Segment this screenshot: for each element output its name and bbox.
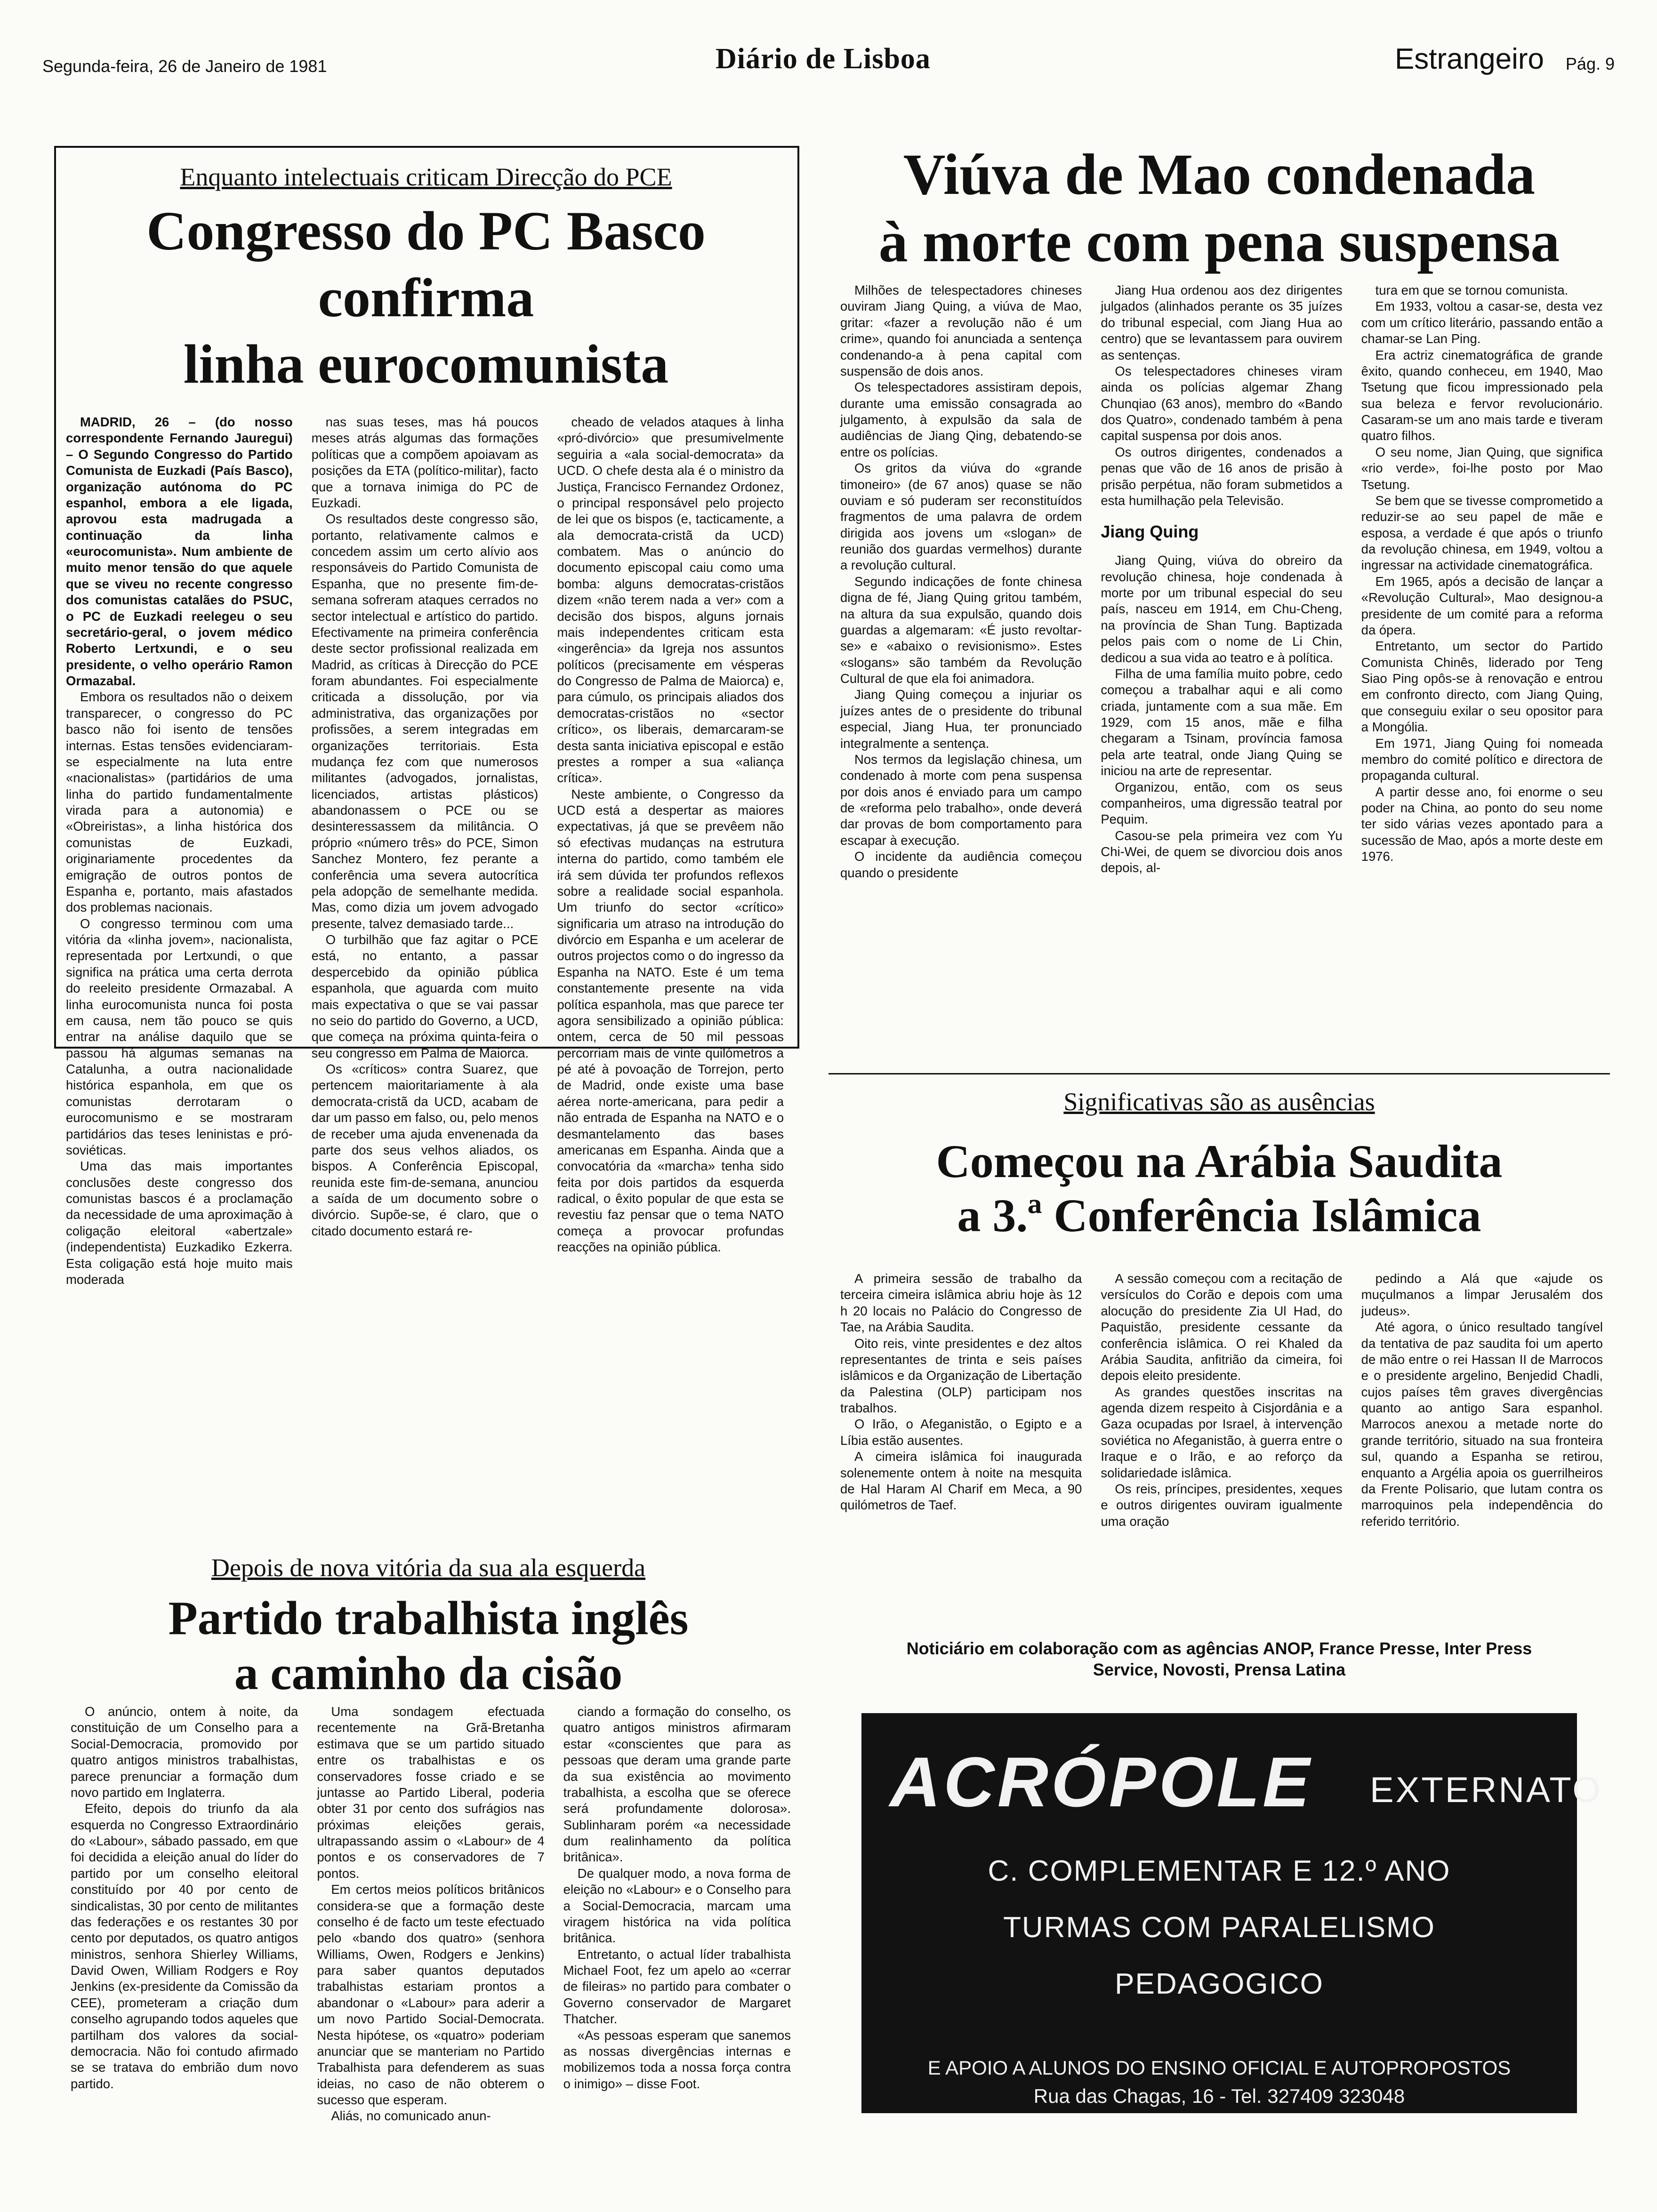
article-labour-headline [71, 1591, 786, 1701]
article-paragraph: Em 1971, Jiang Quing foi nomeada membro do comité político e directora de propaganda cultural. [1361, 736, 1603, 783]
agency-notice-line1: Noticiário em colaboração com as agências ANOP, France Presse, Inter Press [906, 1639, 1532, 1658]
article-paragraph: Embora os resultados não o deixem transparecer, o congresso do PC basco não foi isento de tensões internas. Estas tensões evidenciaram-se especialmente na luta entre «nacionalistas» (partidários de uma linha do partido fundamentalmente virada para a autonomia) e «Obreiristas», a linha histórica dos comunistas de Euzkadi, originariamente procedentes da emigração de outros pontos de Espanha e, portanto, mais afastados dos problemas nacionais. [66, 689, 293, 915]
article-paragraph: Os «críticos» contra Suarez, que pertencem maioritariamente à ala democrata-cristã da UCD, acabam de dar um passo em falso, ou, pelo menos de receber uma ajuda envenenada da parte dos seus velhos aliados, os bispos. A Conferência Episcopal, reunida este fim-de-semana, anunciou a saída de um documento sobre o divórcio. Supõe-se, é claro, que o citado documento estará re- [311, 1062, 539, 1238]
article-paragraph: Neste ambiente, o Congresso da UCD está a despertar as maiores expectativas, já que se prevêem não só efectivas mudanças na estrutura interna do partido, como também ele irá sem dúvida ter profundos reflexos sobre a realidade social espanhola. Um triunfo do sector «crítico» significaria um atraso na introdução do divórcio em Espanha e um acelerar de outros projectos como o do ingresso da Espanha na NATO. Este é um tema constantemente presente na vida política espanhola, mas que parece ter agora sensibilizado a opinião pública: ontem, cerca de 50 mil pessoas percorriam mais de vinte quilómetros a pé até à povoação de Torrejon, perto de Madrid, onde existe uma base aérea norte-americana, para pedir a não entrada de Espanha na NATO e o desmantelamento das bases americanas em Espanha. Ainda que a convocatória da «marcha» tenha sido feita por dois partidos da esquerda radical, o êxito popular de que esta se revestiu faz pensar que o tema NATO começa a provocar profundas reacções na opinião pública. [557, 786, 784, 1255]
article-paragraph: O congresso terminou com uma vitória da «linha jovem», nacionalista, representada por Lertxundi, o que significa na prática uma certa derrota do reeleito presidente Ormazabal. A linha eurocomunista nunca foi posta em causa, nem tão pouco se quis entrar na análise daquilo que se passou há algumas semanas na Catalunha, a outra nacionalidade histórica espanhola, em que os comunistas derrotaram o eurocomunismo e se mostraram partidários das teses leninistas e pró-soviéticas. [66, 916, 293, 1157]
article-basque-kicker: Enquanto intelectuais criticam Direcção do PCE [180, 163, 672, 191]
article-paragraph: Os resultados deste congresso são, portanto, relativamente calmos e concedem assim um certo alívio aos responsáveis do Partido Comunista de Espanha, que no presente fim-de-semana sofreram ataques cerrados no sector intelectual e artístico do partido. Efectivamente na primeira conferência deste sector profissional realizada em Madrid, as críticas à Direcção do PCE foram abundantes. Foi especialmente criticada a dissolução, por via administrativa, das organizações por profissões, a serem integradas em organizações territoriais. Esta mudança fez com que numerosos militantes (advogados, jornalistas, licenciados, artistas plásticos) abandonassem o PCE ou se desinteressassem da militância. O próprio «número três» do PCE, Simon Sanchez Montero, fez perante a conferência uma severa autocrítica pela adopção de semelhante medida. Mas, como dizia um jovem advogado presente, talvez demasiado tarde... [311, 512, 539, 931]
article-paragraph: Jiang Quing começou a injuriar os juízes antes de o presidente do tribunal especial, Jiang Hua, ter pronunciado integralmente a sentença. [840, 687, 1082, 751]
agency-notice-line2: Service, Novosti, Prensa Latina [1093, 1660, 1346, 1679]
article-paragraph: Aliás, no comunicado anun- [331, 2108, 491, 2124]
article-islamic-body [840, 1271, 1603, 1628]
article-paragraph: Os telespectadores chineses viram ainda os polícias algemar Zhang Chunqiao (63 anos), membro do «Bando dos Quatro», condenado também à pena capital suspensa por dois anos. [1101, 363, 1343, 443]
article-paragraph: As grandes questões inscritas na agenda dizem respeito à Cisjordânia e a Gaza ocupadas por Israel, à intervenção soviética no Afeganistão, à guerra entre o Iraque e o Irão, e ao reforço da solidariedade islâmica. [1101, 1384, 1343, 1480]
article-paragraph: A sessão começou com a recitação de versículos do Corão e depois com uma alocução do presidente Zia Ul Had, do Paquistão, presidente cessante da conferência islâmica. O rei Khaled da Arábia Saudita, anfitrião da cimeira, foi depois eleito presidente. [1101, 1271, 1343, 1383]
section-name: Estrangeiro [1394, 43, 1544, 75]
article-paragraph: Milhões de telespectadores chineses ouviram Jiang Quing, a viúva de Mao, gritar: «fazer a revolução não é um crime», quando foi anunciada a sentença condenando-a à pena capital com suspensão de dois anos. [840, 283, 1082, 378]
article-mao-headline [828, 141, 1610, 275]
article-paragraph: Jiang Hua ordenou aos dez dirigentes julgados (alinhados perante os 35 juízes do tribunal especial, com Jiang Hua ao centro) que se levantassem para ouvirem as sentenças. [1101, 283, 1343, 362]
ad-line: E APOIO A ALUNOS DO ENSINO OFICIAL E AUTOPROPOSTOS [927, 2057, 1511, 2079]
section-divider [828, 1073, 1610, 1074]
article-paragraph: cheado de velados ataques à linha «pró-divórcio» que presumivelmente seguiria a «ala social-democrata» da UCD. O chefe desta ala é o ministro da Justiça, Francisco Fernandez Ordonez, o principal responsável pelo projecto de lei que os bispos (e, tacticamente, a ala democrata-cristã da UCD) combatem. Mas o anúncio do documento episcopal caiu como uma bomba: alguns democratas-cristãos dizem «não terem nada a ver» com a decisão dos bispos, alguns jornais mais independentes criticam esta «ingerência» da Igreja nos assuntos políticos (precisamente em vésperas do Congresso de Palma de Maiorca) e, para cúmulo, os principais aliados dos democratas-cristãos no «sector crítico», os liberais, demarcaram-se desta santa iniciativa episcopal e estão prestes a romper a sua «aliança crítica». [557, 415, 784, 785]
article-mao-col1 [840, 282, 1082, 1054]
article-paragraph: Organizou, então, com os seus companheiros, uma digressão teatral por Pequim. [1101, 779, 1343, 827]
article-labour-col1 [71, 1704, 298, 2174]
article-labour-kicker: Depois de nova vitória da sua ala esquerda [211, 1554, 646, 1582]
article-paragraph: tura em que se tornou comunista. [1375, 283, 1569, 297]
article-basque-col2 [311, 414, 539, 1238]
article-basque-headline-line2: confirma [318, 266, 534, 329]
article-islamic-col1 [840, 1271, 1082, 1628]
article-paragraph: Filha de uma família muito pobre, cedo começou a trabalhar aqui e ali como criada, juntamente com a sua mãe. Em 1929, com 15 anos, mãe e filha chegaram a Tsinam, província famosa pela arte teatral, onde Jiang Quing se iniciou na arte de representar. [1101, 666, 1343, 778]
article-islamic-kicker: Significativas são as ausências [1063, 1088, 1375, 1116]
ad-address: Rua das Chagas, 16 - Tel. 327409 323048 [1033, 2085, 1405, 2107]
article-paragraph: De qualquer modo, a nova forma de eleição no «Labour» e o Conselho para a Social-Democracia, marcam uma viragem histórica na vida política britânica. [563, 1866, 791, 1946]
article-labour-body [71, 1704, 791, 2174]
article-paragraph: O Irão, o Afeganistão, o Egipto e a Líbia estão ausentes. [840, 1417, 1082, 1448]
ad-title: ACRÓPOLE [890, 1742, 1313, 1821]
article-paragraph: Até agora, o único resultado tangível da tentativa de paz saudita foi um aperto de mão entre o rei Hassan II de Marrocos e o presidente argelino, Benjedid Chadli, cujos países têm graves divergências quanto ao antigo Sara espanhol. Marrocos anexou a metade norte do grande território, situado na sua fronteira sul, quando a Espanha se retirou, enquanto a Argélia apoia os guerrilheiros da Frente Polisario, que lutam contra os marroquinos pela independência do referido território. [1361, 1320, 1603, 1529]
article-basque-col1 [66, 414, 293, 1287]
article-paragraph: Os outros dirigentes, condenados a penas que vão de 16 anos de prisão à prisão perpétua, não foram submetidos a esta humilhação pela Televisão. [1101, 444, 1343, 508]
article-paragraph: Os telespectadores assistiram depois, durante uma emissão consagrada ao julgamento, à expulsão da sala de audiências de Jiang Qing, debatendo-se entre os polícias. [840, 380, 1082, 459]
article-paragraph: Uma sondagem efectuada recentemente na Grã-Bretanha estimava que se um partido situado entre os trabalhistas e os conservadores fosse criado e se juntasse ao Partido Liberal, poderia obter 31 por cento dos sufrágios nas próximas eleições gerais, ultrapassando assim o «Labour» de 4 pontos e os conservadores de 7 pontos. [317, 1704, 545, 1881]
article-paragraph: A cimeira islâmica foi inaugurada solenemente ontem à noite na mesquita de Hal Haram Al Charif em Meca, a 90 quilómetros de Taef. [840, 1449, 1082, 1513]
acropole-advertisement [861, 1713, 1602, 2113]
article-paragraph: A partir desse ano, foi enorme o seu poder na China, ao ponto do seu nome ter sido várias vezes apontado para a sucessão de Mao, após a morte deste em 1976. [1361, 784, 1603, 864]
article-paragraph: Em 1933, voltou a casar-se, desta vez com um crítico literário, passando então a chamar-se Lan Ping. [1361, 299, 1603, 346]
article-paragraph: Se bem que se tivesse comprometido a reduzir-se ao seu papel de mãe e esposa, a verdade é que após o triunfo da revolução chinesa, em 1949, voltou a ingressar na actividade cinematográfica. [1361, 493, 1603, 573]
page-header [42, 28, 1615, 80]
article-labour-headline-line1: Partido trabalhista inglês [168, 1592, 689, 1645]
article-paragraph: O incidente da audiência começou quando o presidente [840, 849, 1082, 880]
article-paragraph: nas suas teses, mas há poucos meses atrás algumas das formações políticas que a compõem apoiavam as posições da ETA (político-militar), facto que a tornava inimiga do PC de Euzkadi. [311, 415, 539, 510]
article-paragraph: Segundo indicações de fonte chinesa digna de fé, Jiang Quing gritou também, na altura da sua expulsão, quando dois guardas a algemaram: «É justo revoltar-se» e «abaixo o revisionismo». Estes «slogans» são também da Revolução Cultural de que ela foi animadora. [840, 574, 1082, 686]
article-paragraph: pedindo a Alá que «ajude os muçulmanos a limpar Jerusalém dos judeus». [1361, 1271, 1603, 1318]
article-paragraph: ciando a formação do conselho, os quatro antigos ministros afirmaram estar «conscientes que para as pessoas que deram uma grande parte da sua existência ao movimento trabalhista, a escolha que se oferece será profundamente dolorosa». Sublinharam porém «a necessidade dum realinhamento da política britânica». [563, 1704, 791, 1865]
article-paragraph: MADRID, 26 – (do nosso correspondente Fernando Jauregui) – O Segundo Congresso do Partido Comunista de Euzkadi (País Basco), organização autónoma do PC espanhol, embora a ele ligada, aprovou esta madrugada a continuação da linha «eurocomunista». Num ambiente de muito menor tensão do que aquele que se viveu no recente congresso dos comunistas catalães do PSUC, o PC de Euzkadi reelegeu o seu secretário-geral, o jovem médico Roberto Lertxundi, e o seu presidente, o velho operário Ramon Ormazabal. [66, 415, 293, 688]
article-paragraph: Entretanto, o actual líder trabalhista Michael Foot, fez um apelo ao «cerrar de fileiras» no partido para combater o Governo conservador de Margaret Thatcher. [563, 1947, 791, 2027]
article-paragraph: Casou-se pela primeira vez com Yu Chi-Wei, de quem se divorciou dois anos depois, al- [1101, 828, 1343, 875]
article-paragraph: Em certos meios políticos britânicos considera-se que a formação deste conselho é de facto um teste efectuado pelo «bando dos quatro» (senhora Williams, Owen, Rodgers e Jenkins) para saber quantos deputados trabalhistas estariam prontos a abandonar o «Labour» para aderir a um novo Partido Social-Democrata. Nesta hipótese, os «quatro» poderiam anunciar que se manteriam no Partido Trabalhista para defenderem as suas ideias, no caso de não obterem o sucesso que esperam. [317, 1882, 545, 2107]
issue-date: Segunda-feira, 26 de Janeiro de 1981 [42, 56, 327, 76]
article-mao-subhead: Jiang Quing [1101, 522, 1199, 542]
article-paragraph: O turbilhão que faz agitar o PCE está, no entanto, a passar despercebido da opinião pública espanhola, que aguarda com muito mais expectativa o que se vai passar no seio do partido do Governo, a UCD, que começa na próxima quinta-feira o seu congresso em Palma de Maiorca. [311, 932, 539, 1060]
article-labour-col3 [563, 1704, 791, 2174]
article-mao-col2 [1101, 282, 1342, 1054]
agency-notice [828, 1638, 1610, 1680]
article-basque-headline [56, 198, 796, 398]
ad-subtitle: EXTERNATO [1370, 1770, 1602, 1810]
article-paragraph: Uma das mais importantes conclusões deste congresso dos comunistas bascos é a proclamação da necessidade de uma aproximação à coligação eleitoral «abertzale» (independentista) Euzkadiko Ezkerra. Esta coligação está hoje muito mais moderada [66, 1159, 293, 1287]
article-mao-headline-line1: Viúva de Mao condenada [903, 142, 1536, 207]
article-paragraph: A primeira sessão de trabalho da terceira cimeira islâmica abriu hoje às 12 h 20 locais no Palácio do Congresso de Tae, na Arábia Saudita. [840, 1271, 1082, 1335]
article-paragraph: Efeito, depois do triunfo da ala esquerda no Congresso Extraordinário do «Labour», sábado passado, em que foi decidida a eleição anual do líder do partido por um conselho eleitoral constituído por 40 por cento de sindicalistas, 30 por cento de militantes das federações e os restantes 30 por cento por deputados, os quatro antigos ministros, senhora Shierley Williams, David Owen, William Rodgers e Roy Jenkins (ex-presidente da Comissão da CEE), prometeram a criação dum conselho agrupando todos aqueles que partilham dos valores da social-democracia. Não foi contudo afirmado se se tratava do embrião dum novo partido. [71, 1801, 298, 2091]
article-basque-body [66, 414, 784, 1287]
article-basque-col3 [557, 414, 784, 1255]
article-paragraph: «As pessoas esperam que sanemos as nossas divergências internas e mobilizemos toda a nossa força contra o inimigo» – disse Foot. [563, 2028, 791, 2091]
article-paragraph: Em 1965, após a decisão de lançar a «Revolução Cultural», Mao designou-a presidente de um comité para a reforma da ópera. [1361, 574, 1603, 637]
article-islamic-col2 [1101, 1271, 1342, 1628]
article-paragraph: Era actriz cinematográfica de grande êxito, quando conheceu, em 1940, Mao Tsetung que ficou impressionado pela sua beleza e fervor revolucionário. Casaram-se um ano mais tarde e tiveram quatro filhos. [1361, 347, 1603, 443]
article-paragraph: Nos termos da legislação chinesa, um condenado à morte com pena suspensa por dois anos é enviado para um campo de «reforma pelo trabalho», onde deverá dar provas de bom comportamento para escapar à execução. [840, 752, 1082, 848]
article-basque-headline-line1: Congresso do PC Basco [146, 200, 706, 262]
article-mao-col3 [1361, 282, 1603, 1054]
article-islamic-col3 [1361, 1271, 1603, 1628]
article-mao-headline-line2: à morte com pena suspensa [878, 209, 1560, 274]
article-basque-headline-line3: linha eurocomunista [183, 333, 669, 395]
article-paragraph: O seu nome, Jian Quing, que significa «rio verde», foi-lhe posto por Mao Tsetung. [1361, 444, 1603, 492]
article-paragraph: O anúncio, ontem à noite, da constituição de um Conselho para a Social-Democracia, promovido por quatro antigos ministros trabalhistas, parece prenunciar a formação dum novo partido em Inglaterra. [71, 1704, 298, 1800]
ad-line: PEDAGOGICO [1115, 1968, 1324, 2000]
article-labour-headline-line2: a caminho da cisão [234, 1647, 623, 1700]
page-number: Pág. 9 [1565, 54, 1615, 73]
article-islamic-headline [843, 1134, 1596, 1242]
article-islamic-headline-line1: Começou na Arábia Saudita [936, 1135, 1503, 1187]
ad-line: TURMAS COM PARALELISMO [1003, 1911, 1435, 1944]
article-mao-body [840, 282, 1603, 1054]
article-paragraph: Jiang Quing, viúva do obreiro da revolução chinesa, hoje condenada à morte por um tribunal especial do seu país, nasceu em 1914, em Chu-Cheng, na província de Shan Tung. Baptizada pelos pais com o nome de Li Chin, dedicou a sua vida ao teatro e à política. [1101, 553, 1343, 665]
article-paragraph: Entretanto, um sector do Partido Comunista Chinês, liderado por Teng Siao Ping opôs-se à renovação e entrou em confronto directo, com Jiang Quing, que conseguiu exilar o seu opositor para a Mongólia. [1361, 639, 1603, 735]
ad-line: C. COMPLEMENTAR E 12.º ANO [988, 1855, 1451, 1887]
article-paragraph: Oito reis, vinte presidentes e dez altos representantes de trinta e seis países islâmicos e da Organização de Libertação da Palestina (OLP) participam nos trabalhos. [840, 1336, 1082, 1415]
article-islamic-headline-line2: a 3.ª Conferência Islâmica [957, 1189, 1481, 1242]
article-paragraph: Os reis, príncipes, presidentes, xeques e outros dirigentes ouviram igualmente uma oração [1101, 1481, 1343, 1529]
article-labour-col2 [317, 1704, 544, 2174]
article-paragraph: Os gritos da viúva do «grande timoneiro» (de 67 anos) quase se não ouviam e só puderam ser reconstituídos fragmentos de uma palavra de ordem dirigida aos jovens um «slogan» de reunião dos guardas vermelhos) durante a revolução cultural. [840, 461, 1082, 573]
newspaper-name: Diário de Lisboa [716, 43, 931, 75]
